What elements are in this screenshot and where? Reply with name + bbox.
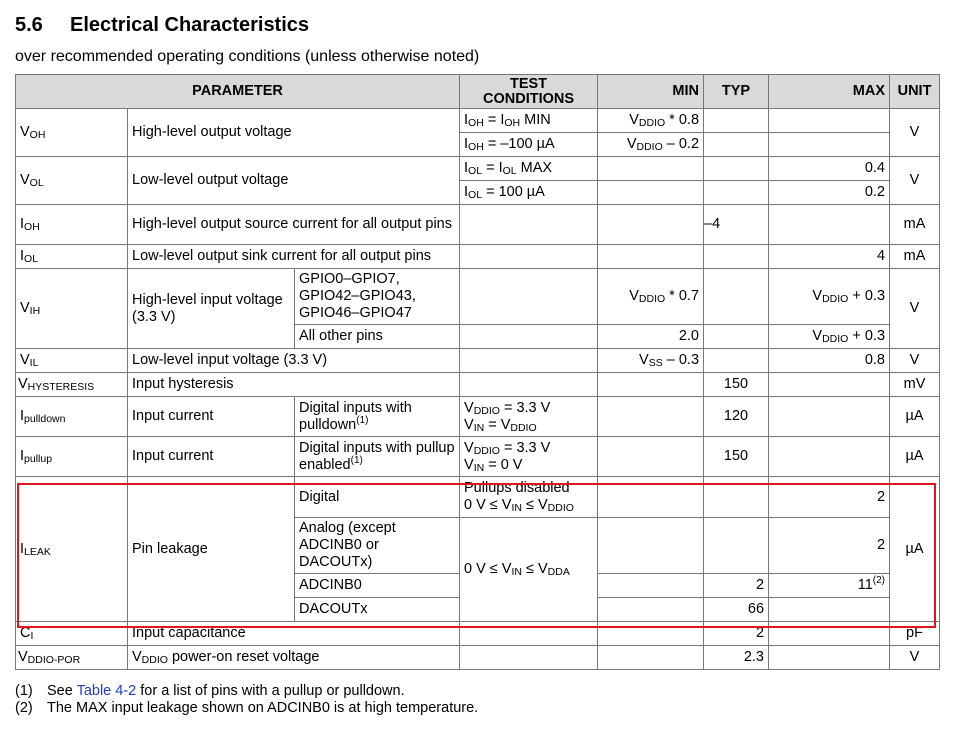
- unit-value: µA: [890, 397, 940, 437]
- min-value: [598, 622, 704, 646]
- max-value: [769, 133, 890, 157]
- test-condition: $I_{OL} = 100$ µA: [460, 181, 598, 205]
- max-value: [769, 437, 890, 477]
- max-value: [769, 598, 890, 622]
- test-condition: [460, 622, 598, 646]
- table-row: [16, 157, 940, 181]
- pin-group: ADCINB0: [295, 574, 460, 598]
- typ-value: 2: [704, 574, 769, 598]
- min-value: [598, 477, 704, 518]
- typ-value: 2: [704, 622, 769, 646]
- min-value: [598, 157, 704, 181]
- section-title: Electrical Characteristics: [70, 14, 310, 36]
- unit-value: V: [890, 157, 940, 205]
- min-value: $V_{DDIO} * 0.7$: [598, 269, 704, 325]
- test-condition: [460, 349, 598, 373]
- table-row: [16, 622, 940, 646]
- max-value: 2: [769, 518, 890, 574]
- param-symbol: $V_{IL}$: [16, 349, 128, 373]
- table-row: [16, 269, 940, 325]
- test-condition: 0 $V \le V_{IN} \le V_{DDA}$: [460, 518, 598, 622]
- param-description: High-level output source current for all output pins: [128, 205, 460, 245]
- unit-value: V: [890, 646, 940, 670]
- pin-group: GPIO0–GPIO7, GPIO42–GPIO43, GPIO46–GPIO47: [295, 269, 460, 325]
- min-value: $V_{DDIO} * 0.8$: [598, 109, 704, 133]
- header-test-conditions: TEST CONDITIONS: [460, 75, 598, 109]
- param-description: Input current: [128, 397, 295, 437]
- footnote-1: (1) See Table 4-2 for a list of pins with a pullup or pulldown.: [15, 683, 405, 699]
- min-value: $V_{SS} - 0.3$: [598, 349, 704, 373]
- test-condition: $V_{DDIO} = 3.3$ V $V_{IN} = V_{DDIO}$: [460, 397, 598, 437]
- typ-value: [704, 325, 769, 349]
- param-description: Low-level output sink current for all output pins: [128, 245, 460, 269]
- test-condition: $I_{OH} = I_{OH}$ MIN: [460, 109, 598, 133]
- unit-value: µA: [890, 437, 940, 477]
- section-number: 5.6: [15, 14, 43, 36]
- max-value: [769, 373, 890, 397]
- typ-value: [704, 269, 769, 325]
- electrical-characteristics-table: [15, 74, 940, 670]
- header-parameter: PARAMETER: [16, 75, 460, 109]
- param-description: Input current: [128, 437, 295, 477]
- max-value: [769, 109, 890, 133]
- unit-value: V: [890, 349, 940, 373]
- table-row: [16, 205, 940, 245]
- typ-value: 150: [704, 373, 769, 397]
- min-value: 2.0: [598, 325, 704, 349]
- param-symbol: $I_{OL}$: [16, 245, 128, 269]
- max-value: 2: [769, 477, 890, 518]
- typ-value: [704, 133, 769, 157]
- unit-value: V: [890, 269, 940, 349]
- table-row: [16, 646, 940, 670]
- pin-group: DACOUTx: [295, 598, 460, 622]
- param-symbol: $C_I$: [16, 622, 128, 646]
- param-symbol: $I_{OH}$: [16, 205, 128, 245]
- typ-value: 150: [704, 437, 769, 477]
- table-row: [16, 397, 940, 437]
- table-4-2-link[interactable]: Table 4-2: [76, 683, 137, 699]
- min-value: [598, 646, 704, 670]
- param-symbol: $V_{DDIO-POR}$: [16, 646, 128, 670]
- max-value: [769, 646, 890, 670]
- min-value: [598, 574, 704, 598]
- test-condition: $V_{DDIO} = 3.3$ V $V_{IN} = 0$ V: [460, 437, 598, 477]
- param-description: High-level input voltage (3.3 V): [128, 269, 295, 349]
- param-symbol: $I_{pulldown}$: [16, 397, 128, 437]
- max-value: 0.8: [769, 349, 890, 373]
- typ-value: [704, 245, 769, 269]
- min-value: [598, 397, 704, 437]
- pin-group: Digital: [295, 477, 460, 518]
- max-value: 0.4: [769, 157, 890, 181]
- unit-value: V: [890, 109, 940, 157]
- test-condition: [460, 373, 598, 397]
- min-value: [598, 245, 704, 269]
- table-row: [16, 477, 940, 518]
- param-description: $V_{DDIO}$ power-on reset voltage: [128, 646, 460, 670]
- max-value: 11$^{(2)}$: [769, 574, 890, 598]
- typ-value: [704, 109, 769, 133]
- min-value: [598, 518, 704, 574]
- max-value: [769, 622, 890, 646]
- header-max: MAX: [769, 75, 890, 109]
- test-condition: Pullups disabled 0 $V \le V_{IN} \le V_{DDIO}$: [460, 477, 598, 518]
- typ-value: [704, 349, 769, 373]
- param-symbol: $I_{LEAK}$: [16, 477, 128, 622]
- max-value: 4: [769, 245, 890, 269]
- header-row: [16, 75, 940, 109]
- test-condition: [460, 269, 598, 325]
- footnote-2: (2) The MAX input leakage shown on ADCINB0 is at high temperature.: [15, 700, 479, 716]
- param-description: Low-level input voltage (3.3 V): [128, 349, 460, 373]
- max-value: $V_{DDIO} + 0.3$: [769, 269, 890, 325]
- min-value: $V_{DDIO} - 0.2$: [598, 133, 704, 157]
- unit-value: mV: [890, 373, 940, 397]
- typ-value: –4: [704, 205, 769, 245]
- param-description: Input capacitance: [128, 622, 460, 646]
- test-condition: [460, 205, 598, 245]
- typ-value: [704, 518, 769, 574]
- typ-value: [704, 181, 769, 205]
- min-value: [598, 437, 704, 477]
- table-row: [16, 109, 940, 133]
- unit-value: pF: [890, 622, 940, 646]
- section-subtitle: over recommended operating conditions (unless otherwise noted): [15, 48, 480, 65]
- pin-group: All other pins: [295, 325, 460, 349]
- typ-value: [704, 157, 769, 181]
- unit-value: µA: [890, 477, 940, 622]
- min-value: [598, 373, 704, 397]
- param-description: High-level output voltage: [128, 109, 460, 157]
- max-value: [769, 205, 890, 245]
- max-value: $V_{DDIO} + 0.3$: [769, 325, 890, 349]
- table-row: [16, 437, 940, 477]
- param-description: Input hysteresis: [128, 373, 460, 397]
- test-condition: [460, 245, 598, 269]
- param-symbol: $V_{IH}$: [16, 269, 128, 349]
- max-value: 0.2: [769, 181, 890, 205]
- typ-value: 66: [704, 598, 769, 622]
- test-condition: [460, 325, 598, 349]
- min-value: [598, 181, 704, 205]
- pin-group: Digital inputs with pulldown$^{(1)}$: [295, 397, 460, 437]
- typ-value: 2.3: [704, 646, 769, 670]
- param-symbol: $I_{pullup}$: [16, 437, 128, 477]
- pin-group: Digital inputs with pullup enabled$^{(1)}$: [295, 437, 460, 477]
- pin-group: Analog (except ADCINB0 or DACOUTx): [295, 518, 460, 574]
- test-condition: [460, 646, 598, 670]
- unit-value: mA: [890, 245, 940, 269]
- test-condition: $I_{OL} = I_{OL}$ MAX: [460, 157, 598, 181]
- test-condition: $I_{OH} = -100$ µA: [460, 133, 598, 157]
- header-unit: UNIT: [890, 75, 940, 109]
- min-value: [598, 598, 704, 622]
- param-description: Low-level output voltage: [128, 157, 460, 205]
- typ-value: 120: [704, 397, 769, 437]
- typ-value: [704, 477, 769, 518]
- header-min: MIN: [598, 75, 704, 109]
- unit-value: mA: [890, 205, 940, 245]
- table-row: [16, 373, 940, 397]
- param-description: Pin leakage: [128, 477, 295, 622]
- max-value: [769, 397, 890, 437]
- table-row: [16, 349, 940, 373]
- table-row: [16, 245, 940, 269]
- param-symbol: $V_{OH}$: [16, 109, 128, 157]
- footnotes: [15, 683, 478, 717]
- header-typ: TYP: [704, 75, 769, 109]
- param-symbol: $V_{HYSTERESIS}$: [16, 373, 128, 397]
- param-symbol: $V_{OL}$: [16, 157, 128, 205]
- min-value: [598, 205, 704, 245]
